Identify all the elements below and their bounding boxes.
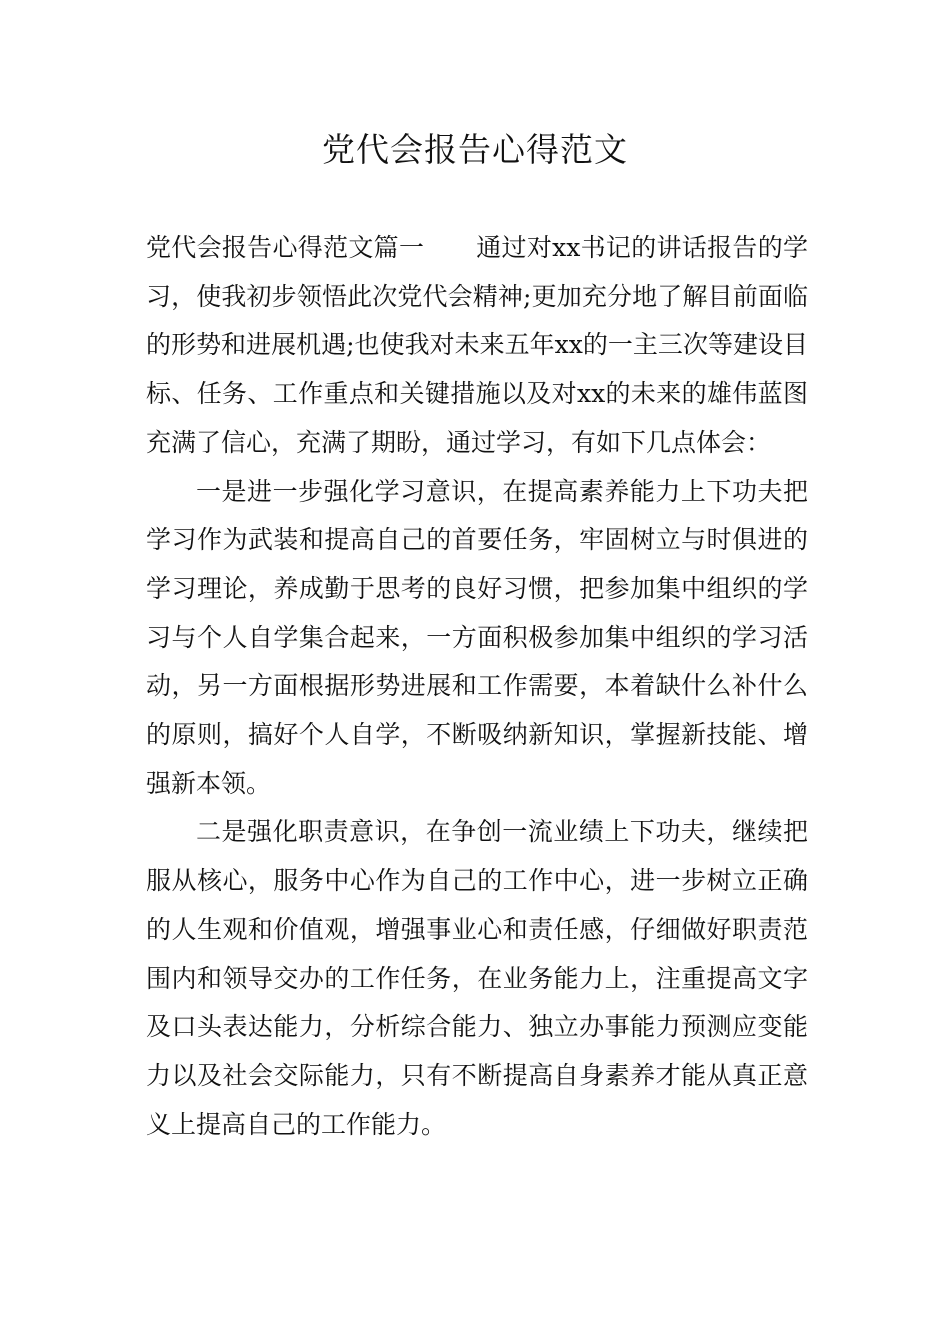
section-heading: 党代会报告心得范文篇一	[146, 233, 425, 262]
paragraph-1	[146, 224, 808, 468]
paragraph-1-text: 通过对xx书记的讲话报告的学习，使我初步领悟此次党代会精神;更加充分地了解目前面临的形势和进展机遇;也使我对未来五年xx的一主三次等建设目标、任务、工作重点和关键措施以及对xx的未来的雄伟蓝图充满了信心，充满了期盼，通过学习，有如下几点体会：	[146, 233, 808, 457]
document-body	[146, 224, 808, 1149]
document-title: 党代会报告心得范文	[322, 130, 628, 169]
paragraph-2: 一是进一步强化学习意识，在提高素养能力上下功夫把学习作为武装和提高自己的首要任务，牢固树立与时俱进的学习理论，养成勤于思考的良好习惯，把参加集中组织的学习与个人自学集合起来，一方面积极参加集中组织的学习活动，另一方面根据形势进展和工作需要，本着缺什么补什么的原则，搞好个人自学，不断吸纳新知识，掌握新技能、增强新本领。	[146, 476, 808, 798]
paragraph-3: 二是强化职责意识，在争创一流业绩上下功夫，继续把服从核心，服务中心作为自己的工作中心，进一步树立正确的人生观和价值观，增强事业心和责任感，仔细做好职责范围内和领导交办的工作任务，在业务能力上，注重提高文字及口头表达能力，分析综合能力、独立办事能力预测应变能力以及社会交际能力，只有不断提高自身素养才能从真正意义上提高自己的工作能力。	[146, 817, 808, 1139]
